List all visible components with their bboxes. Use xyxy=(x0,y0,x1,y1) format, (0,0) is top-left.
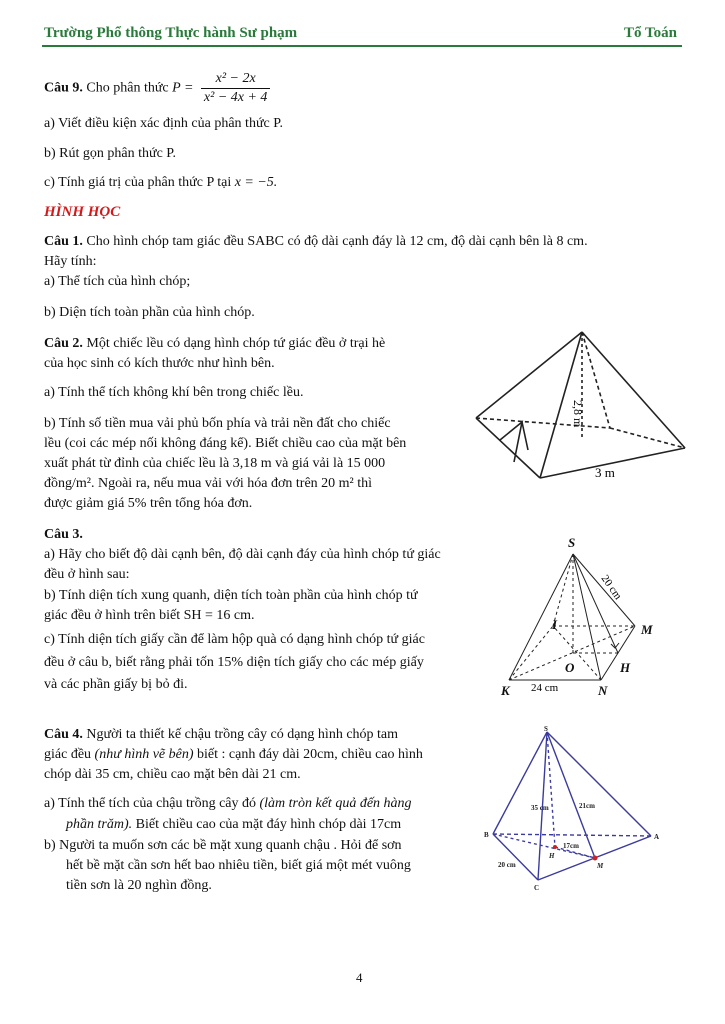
point-K: K xyxy=(501,683,510,698)
cau4-l2-post: biết : cạnh đáy dài 20cm, chiều cao hình xyxy=(197,747,423,762)
point-C: C xyxy=(534,884,540,892)
edge-label: 20 cm xyxy=(598,572,624,603)
label-35cm: 35 cm xyxy=(531,804,549,812)
label-21cm: 21cm xyxy=(579,802,595,810)
cau2-b2: lều (coi các mép nối không đáng kể). Biết chiều cao của mặt bên xyxy=(44,436,407,451)
point-I: I xyxy=(552,617,558,632)
cau9-var: P = xyxy=(172,80,194,96)
page-number: 4 xyxy=(356,970,363,985)
cau3-c1: c) Tính diện tích giấy cần để làm hộp quà có dạng hình chóp tứ giác xyxy=(44,632,425,647)
fraction-numerator: x² − 2x xyxy=(201,70,271,89)
section-title: HÌNH HỌC xyxy=(44,204,121,220)
header-department: Tổ Toán xyxy=(624,25,677,41)
tent-height-label: 2,8 m xyxy=(571,400,585,428)
cau4-a1 xyxy=(44,794,412,814)
cau4-l2-pre: giác đều xyxy=(44,747,92,762)
cau2-line1 xyxy=(44,334,385,354)
cau3-b1: b) Tính diện tích xung quanh, diện tích toàn phần của hình chóp tứ xyxy=(44,588,418,603)
fraction xyxy=(201,70,271,107)
cau4-line1 xyxy=(44,725,398,745)
point-O: O xyxy=(565,660,575,675)
cau9-b: b) Rút gọn phân thức P. xyxy=(44,146,177,161)
cau2-line2: của học sinh có kích thước như hình bên. xyxy=(44,356,275,371)
cau4-b2: hết bề mặt cần sơn hết bao nhiêu tiền, biết giá một mét vuông xyxy=(66,858,411,873)
cau4-text: Người ta thiết kế chậu trồng cây có dạng hình chóp tam xyxy=(86,727,399,742)
point-N: N xyxy=(598,683,608,698)
cau9-c xyxy=(44,173,277,193)
cau1-text: Cho hình chóp tam giác đều SABC có độ dài cạnh đáy là 12 cm, độ dài cạnh bên là 8 cm. xyxy=(86,234,588,249)
cau2-text: Một chiếc lều có dạng hình chóp tứ giác đều ở trại hè xyxy=(86,336,386,351)
cau9-c-text: c) Tính giá trị của phân thức P tại xyxy=(44,175,232,190)
cau3-a2: đều ở hình sau: xyxy=(44,567,130,582)
cau4-line3: chóp dài 35 cm, chiều cao mặt bên dài 21 cm. xyxy=(44,767,301,782)
point-S: S xyxy=(568,535,576,550)
cau2-b3: xuất phát từ đỉnh của chiếc lều là 3,18 m và giá vải là 15 000 xyxy=(44,456,386,471)
cau1-b: b) Diện tích toàn phần của hình chóp. xyxy=(44,305,255,320)
cau4-b1: b) Người ta muốn sơn các bề mặt xung quanh chậu . Hỏi để sơn xyxy=(44,838,402,853)
cau3-c2: đều ở câu b, biết rằng phải tốn 15% diện tích giấy cho các mép giấy xyxy=(44,655,424,670)
cau2-label: Câu 2. xyxy=(44,336,83,351)
cau2-b1: b) Tính số tiền mua vải phủ bốn phía và trải nền đất cho chiếc xyxy=(44,416,391,431)
cau4-a1-text: a) Tính thể tích của chậu trồng cây đó xyxy=(44,796,256,811)
header-rule xyxy=(42,45,682,47)
header-school: Trường Phổ thông Thực hành Sư phạm xyxy=(44,25,298,41)
cau3-a1: a) Hãy cho biết độ dài cạnh bên, độ dài cạnh đáy của hình chóp tứ giác xyxy=(44,547,441,562)
cau9-text: Cho phân thức xyxy=(86,80,169,96)
cau4-b3: tiền sơn là 20 nghìn đồng. xyxy=(66,878,212,893)
cau4-line2 xyxy=(44,745,423,765)
square-pyramid-figure xyxy=(495,530,675,700)
cau9-label: Câu 9. xyxy=(44,80,83,96)
label-20cm: 20 cm xyxy=(498,861,516,869)
point-B: B xyxy=(484,831,489,839)
cau1-line1 xyxy=(44,232,588,252)
base-label: 24 cm xyxy=(531,682,559,694)
tent-base-label: 3 m xyxy=(595,465,615,480)
point-M4: M xyxy=(597,862,604,870)
cau4-a1-italic: (làm tròn kết quả đến hàng xyxy=(259,796,412,811)
point-A: A xyxy=(654,833,660,841)
cau3-c3: và các phần giấy bị bỏ đi. xyxy=(44,677,188,692)
cau3-label: Câu 3. xyxy=(44,527,83,542)
tent-figure xyxy=(470,330,690,490)
cau4-a2-italic: phần trăm). xyxy=(66,817,133,832)
cau2-a: a) Tính thể tích không khí bên trong chiếc lều. xyxy=(44,385,304,400)
cau9-c-value: x = −5. xyxy=(234,175,278,190)
point-H4: H xyxy=(549,852,555,860)
cau1-a: a) Thể tích của hình chóp; xyxy=(44,274,191,289)
cau4-a2-text: Biết chiều cao của mặt đáy hình chóp dài 17cm xyxy=(135,817,402,832)
point-M: M xyxy=(641,622,653,637)
cau4-l2-italic: (như hình vẽ bên) xyxy=(94,747,194,762)
point-S4: S xyxy=(544,725,548,733)
fraction-denominator: x² − 4x + 4 xyxy=(203,90,268,105)
cau3-b2: giác đều ở hình trên biết SH = 16 cm. xyxy=(44,608,255,623)
cau2-b5: được giảm giá 5% trên tổng hóa đơn. xyxy=(44,496,253,511)
cau1-label: Câu 1. xyxy=(44,234,83,249)
cau4-label: Câu 4. xyxy=(44,727,83,742)
label-17cm: 17cm xyxy=(563,842,579,850)
cau9-a: a) Viết điều kiện xác định của phân thức P. xyxy=(44,116,283,131)
cau1-line2: Hãy tính: xyxy=(44,254,97,269)
cau2-b4: đồng/m². Ngoài ra, nếu mua vải với hóa đơn trên 20 m² thì xyxy=(44,476,373,491)
triangular-pyramid-figure xyxy=(483,722,668,892)
cau4-a2 xyxy=(66,815,401,835)
point-H: H xyxy=(620,660,631,675)
cau9-intro xyxy=(44,70,270,107)
